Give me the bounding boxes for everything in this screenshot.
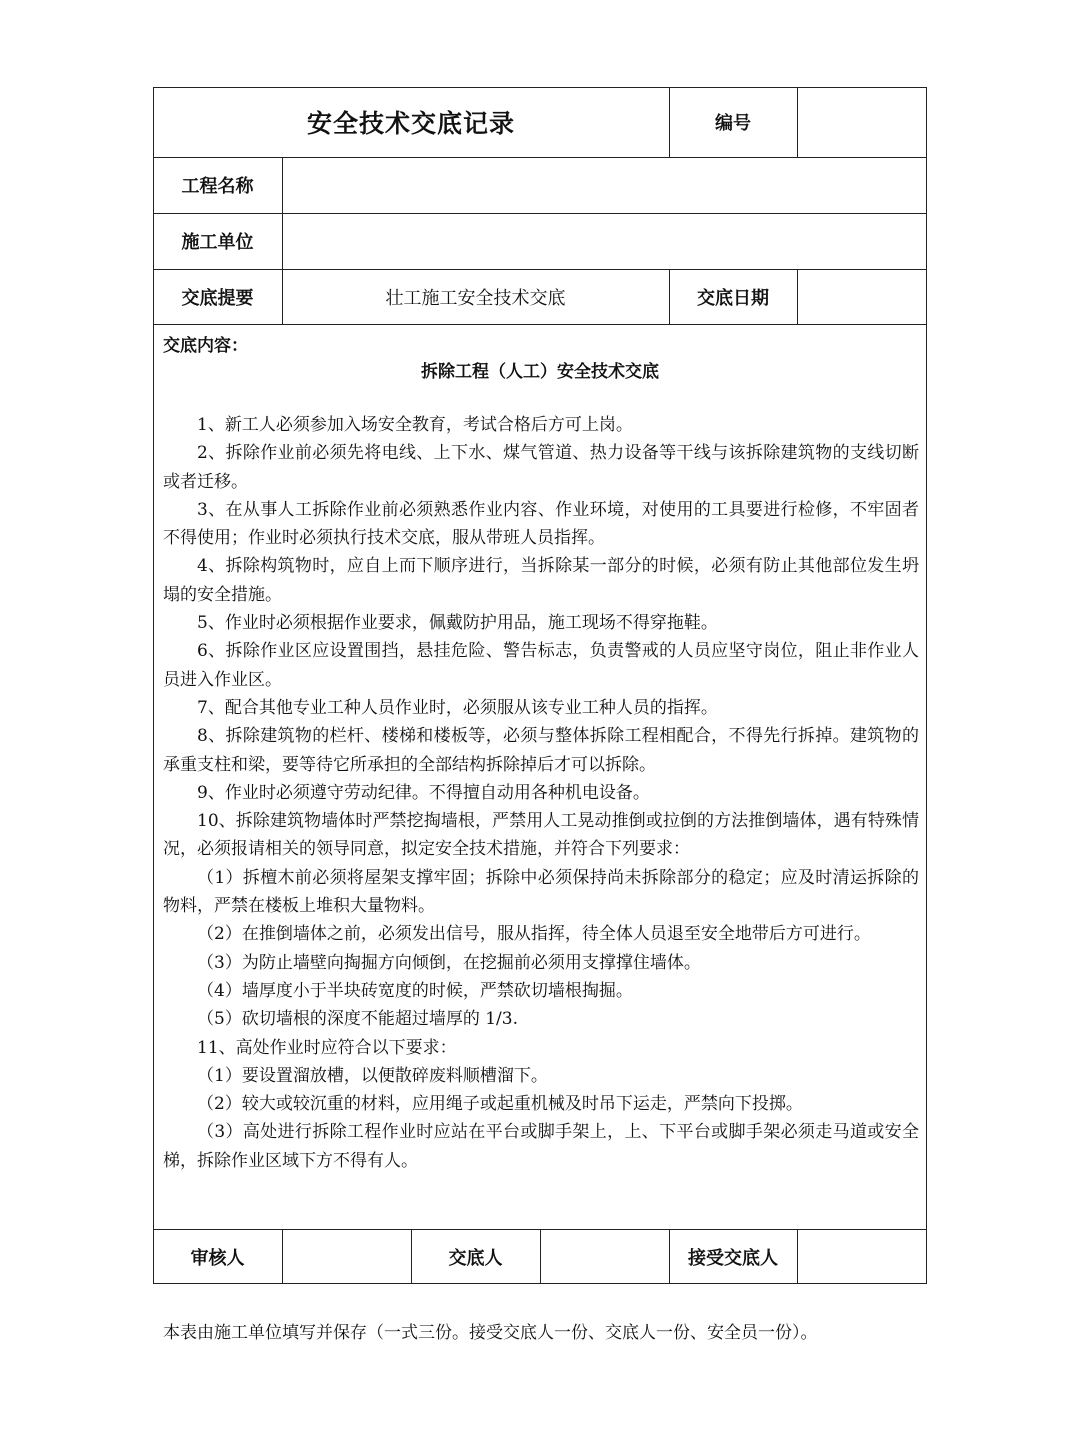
summary-field[interactable]: 壮工施工安全技术交底 — [385, 287, 566, 309]
content-paragraph: （3）高处进行拆除工程作业时应站在平台或脚手架上，上、下平台或脚手架必须走马道或安全梯，拆除作业区域下方不得有人。 — [163, 1122, 919, 1171]
date-label: 交底日期 — [697, 287, 769, 309]
date-field[interactable] — [797, 269, 927, 324]
summary-label: 交底提要 — [181, 287, 254, 309]
content-body — [163, 411, 919, 1175]
content-paragraph: （2）在推倒墙体之前，必须发出信号，服从指挥，待全体人员退至安全地带后方可进行。 — [197, 924, 871, 945]
reviewer-label: 审核人 — [190, 1247, 245, 1269]
document-title: 安全技术交底记录 — [306, 109, 515, 138]
footer-note: 本表由施工单位填写并保存（一式三份。接受交底人一份、交底人一份、安全员一份）。 — [163, 1323, 818, 1343]
content-paragraph: 11、高处作业时应符合以下要求： — [197, 1037, 457, 1058]
discloser-label: 交底人 — [448, 1247, 503, 1269]
row-divider — [153, 324, 927, 325]
content-paragraph: 7、配合其他专业工种人员作业时，必须服从该专业工种人员的指挥。 — [197, 697, 718, 718]
number-field[interactable] — [797, 87, 927, 157]
project-name-label: 工程名称 — [181, 176, 254, 197]
content-paragraph: 1、新工人必须参加入场安全教育，考试合格后方可上岗。 — [197, 415, 633, 435]
construction-unit-field[interactable] — [282, 213, 927, 269]
content-paragraph: （3）为防止墙壁向掏掘方向倾倒，在挖掘前必须用支撑撑住墙体。 — [197, 952, 701, 973]
content-paragraph: （1）要设置溜放槽，以便散碎废料顺槽溜下。 — [197, 1065, 548, 1086]
project-name-field[interactable] — [282, 157, 927, 213]
content-label: 交底内容： — [163, 336, 248, 356]
content-paragraph: 6、拆除作业区应设置围挡，悬挂危险、警告标志，负责警戒的人员应坚守岗位，阻止非作业人员进入作业区。 — [163, 641, 919, 690]
content-paragraph: （5）砍切墙根的深度不能超过墙厚的 1/3. — [197, 1009, 518, 1030]
content-paragraph: （1）拆檀木前必须将屋架支撑牢固；拆除中必须保持尚未拆除部分的稳定；应及时清运拆除的物料，严禁在楼板上堆积大量物料。 — [163, 867, 919, 917]
content-paragraph: 8、拆除建筑物的栏杆、楼梯和楼板等，必须与整体拆除工程相配合，不得先行拆掉。建筑物的承重支柱和梁，要等待它所承担的全部结构拆除掉后才可以拆除。 — [163, 726, 919, 775]
content-heading: 拆除工程（人工）安全技术交底 — [421, 362, 659, 382]
content-paragraph: 2、拆除作业前必须先将电线、上下水、煤气管道、热力设备等干线与该拆除建筑物的支线切断或者迁移。 — [163, 443, 919, 492]
discloser-field[interactable] — [540, 1229, 669, 1284]
content-paragraph: 10、拆除建筑物墙体时严禁挖掏墙根，严禁用人工晃动推倒或拉倒的方法推倒墙体，遇有特殊情况，必须报请相关的领导同意，拟定安全技术措施，并符合下列要求： — [163, 811, 919, 860]
receiver-label: 接受交底人 — [688, 1247, 778, 1269]
content-paragraph: （4）墙厚度小于半块砖宽度的时候，严禁砍切墙根掏掘。 — [197, 980, 633, 1001]
receiver-field[interactable] — [797, 1229, 927, 1284]
content-paragraph: 4、拆除构筑物时，应自上而下顺序进行，当拆除某一部分的时候，必须有防止其他部位发生坍塌的安全措施。 — [163, 556, 919, 605]
content-paragraph: 5、作业时必须根据作业要求，佩戴防护用品，施工现场不得穿拖鞋。 — [197, 613, 718, 634]
content-paragraph: 9、作业时必须遵守劳动纪律。不得擅自动用各种机电设备。 — [197, 782, 650, 803]
number-label: 编号 — [715, 113, 751, 134]
construction-unit-label: 施工单位 — [181, 232, 254, 253]
content-paragraph: 3、在从事人工拆除作业前必须熟悉作业内容、作业环境，对使用的工具要进行检修，不牢固者不得使用；作业时必须执行技术交底，服从带班人员指挥。 — [163, 499, 919, 549]
content-paragraph: （2）较大或较沉重的材料，应用绳子或起重机械及时吊下运走，严禁向下投掷。 — [197, 1094, 803, 1115]
reviewer-field[interactable] — [282, 1229, 411, 1284]
